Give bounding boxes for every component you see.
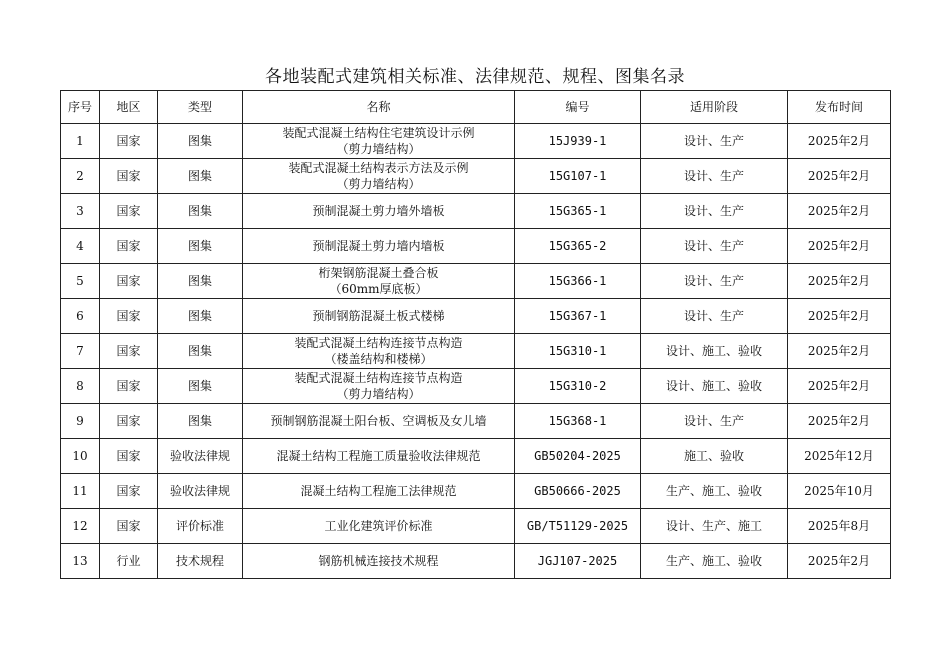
cell-index: 9 [61,404,100,439]
cell-code: 15G107-1 [515,159,641,194]
cell-index: 3 [61,194,100,229]
table-row [61,229,891,264]
table-row [61,264,891,299]
cell-type: 技术规程 [158,544,243,579]
cell-type: 图集 [158,369,243,404]
column-header-index: 序号 [61,91,100,124]
standards-table [60,90,891,579]
name-line: 工业化建筑评价标准 [324,519,433,533]
cell-type: 图集 [158,404,243,439]
cell-type: 图集 [158,229,243,264]
cell-type: 图集 [158,334,243,369]
cell-code: JGJ107-2025 [515,544,641,579]
column-header-name: 名称 [243,91,515,124]
cell-name [243,544,515,579]
cell-stage: 设计、生产 [641,264,788,299]
name-line: （60mm厚底板） [329,282,428,296]
cell-code: GB50204-2025 [515,439,641,474]
cell-type: 验收法律规 [158,474,243,509]
cell-date: 2025年2月 [788,299,891,334]
cell-stage: 生产、施工、验收 [641,544,788,579]
cell-name [243,229,515,264]
cell-index: 10 [61,439,100,474]
cell-date: 2025年2月 [788,334,891,369]
cell-index: 6 [61,299,100,334]
name-line: （剪力墙结构） [336,387,421,401]
cell-code: GB50666-2025 [515,474,641,509]
name-line: 装配式混凝土结构连接节点构造 [294,371,463,385]
cell-region: 国家 [100,159,158,194]
name-line: 装配式混凝土结构表示方法及示例 [288,161,469,175]
table-body [61,124,891,579]
name-line: 混凝土结构工程施工法律规范 [300,484,457,498]
cell-stage: 设计、生产 [641,159,788,194]
cell-index: 13 [61,544,100,579]
name-line: 装配式混凝土结构连接节点构造 [294,336,463,350]
name-line: 钢筋机械连接技术规程 [318,554,439,568]
name-line: 混凝土结构工程施工质量验收法律规范 [276,449,481,463]
page-title: 各地装配式建筑相关标准、法律规范、规程、图集名录 [265,67,685,87]
cell-type: 图集 [158,159,243,194]
table-row [61,124,891,159]
cell-type: 图集 [158,299,243,334]
cell-region: 国家 [100,334,158,369]
cell-region: 国家 [100,404,158,439]
cell-stage: 设计、生产 [641,124,788,159]
table-row [61,369,891,404]
column-header-code: 编号 [515,91,641,124]
cell-region: 国家 [100,474,158,509]
cell-index: 12 [61,509,100,544]
name-line: （楼盖结构和楼梯） [324,352,433,366]
cell-stage: 设计、生产 [641,299,788,334]
cell-name [243,194,515,229]
cell-name [243,404,515,439]
cell-stage: 施工、验收 [641,439,788,474]
table-row [61,299,891,334]
cell-stage: 设计、生产 [641,194,788,229]
cell-date: 2025年8月 [788,509,891,544]
column-header-date: 发布时间 [788,91,891,124]
cell-index: 5 [61,264,100,299]
cell-index: 7 [61,334,100,369]
cell-date: 2025年2月 [788,369,891,404]
cell-index: 8 [61,369,100,404]
cell-stage: 设计、生产 [641,229,788,264]
table-row [61,334,891,369]
table-row [61,439,891,474]
cell-region: 国家 [100,124,158,159]
cell-code: 15G366-1 [515,264,641,299]
column-header-region: 地区 [100,91,158,124]
cell-date: 2025年2月 [788,544,891,579]
table-row [61,544,891,579]
name-line: 预制钢筋混凝土板式楼梯 [312,309,445,323]
cell-date: 2025年2月 [788,194,891,229]
cell-code: 15G365-2 [515,229,641,264]
cell-type: 图集 [158,124,243,159]
cell-name [243,474,515,509]
cell-date: 2025年2月 [788,404,891,439]
cell-code: GB/T51129-2025 [515,509,641,544]
cell-region: 行业 [100,544,158,579]
cell-index: 1 [61,124,100,159]
cell-type: 图集 [158,194,243,229]
table-row [61,474,891,509]
cell-code: 15G310-2 [515,369,641,404]
cell-code: 15G368-1 [515,404,641,439]
cell-date: 2025年12月 [788,439,891,474]
cell-date: 2025年10月 [788,474,891,509]
table-header-row [61,91,891,124]
name-line: 预制钢筋混凝土阳台板、空调板及女儿墙 [270,414,487,428]
cell-region: 国家 [100,439,158,474]
column-header-type: 类型 [158,91,243,124]
name-line: 预制混凝土剪力墙内墙板 [312,239,445,253]
cell-name [243,369,515,404]
cell-name [243,124,515,159]
table-row [61,404,891,439]
cell-index: 4 [61,229,100,264]
name-line: （剪力墙结构） [336,177,421,191]
cell-name [243,439,515,474]
cell-name [243,299,515,334]
cell-type: 验收法律规 [158,439,243,474]
cell-stage: 生产、施工、验收 [641,474,788,509]
cell-date: 2025年2月 [788,124,891,159]
cell-region: 国家 [100,299,158,334]
cell-region: 国家 [100,229,158,264]
cell-type: 评价标准 [158,509,243,544]
cell-name [243,159,515,194]
cell-name [243,334,515,369]
table-row [61,509,891,544]
cell-name [243,264,515,299]
cell-region: 国家 [100,194,158,229]
cell-index: 11 [61,474,100,509]
column-header-stage: 适用阶段 [641,91,788,124]
cell-stage: 设计、施工、验收 [641,334,788,369]
cell-region: 国家 [100,509,158,544]
cell-code: 15J939-1 [515,124,641,159]
table-row [61,159,891,194]
cell-stage: 设计、生产、施工 [641,509,788,544]
table-row [61,194,891,229]
cell-index: 2 [61,159,100,194]
cell-stage: 设计、生产 [641,404,788,439]
cell-code: 15G365-1 [515,194,641,229]
cell-code: 15G310-1 [515,334,641,369]
cell-date: 2025年2月 [788,264,891,299]
cell-stage: 设计、施工、验收 [641,369,788,404]
name-line: 装配式混凝土结构住宅建筑设计示例 [282,126,475,140]
name-line: 桁架钢筋混凝土叠合板 [318,266,439,280]
name-line: 预制混凝土剪力墙外墙板 [312,204,445,218]
cell-date: 2025年2月 [788,229,891,264]
cell-date: 2025年2月 [788,159,891,194]
cell-region: 国家 [100,264,158,299]
cell-name [243,509,515,544]
cell-region: 国家 [100,369,158,404]
cell-type: 图集 [158,264,243,299]
name-line: （剪力墙结构） [336,142,421,156]
cell-code: 15G367-1 [515,299,641,334]
